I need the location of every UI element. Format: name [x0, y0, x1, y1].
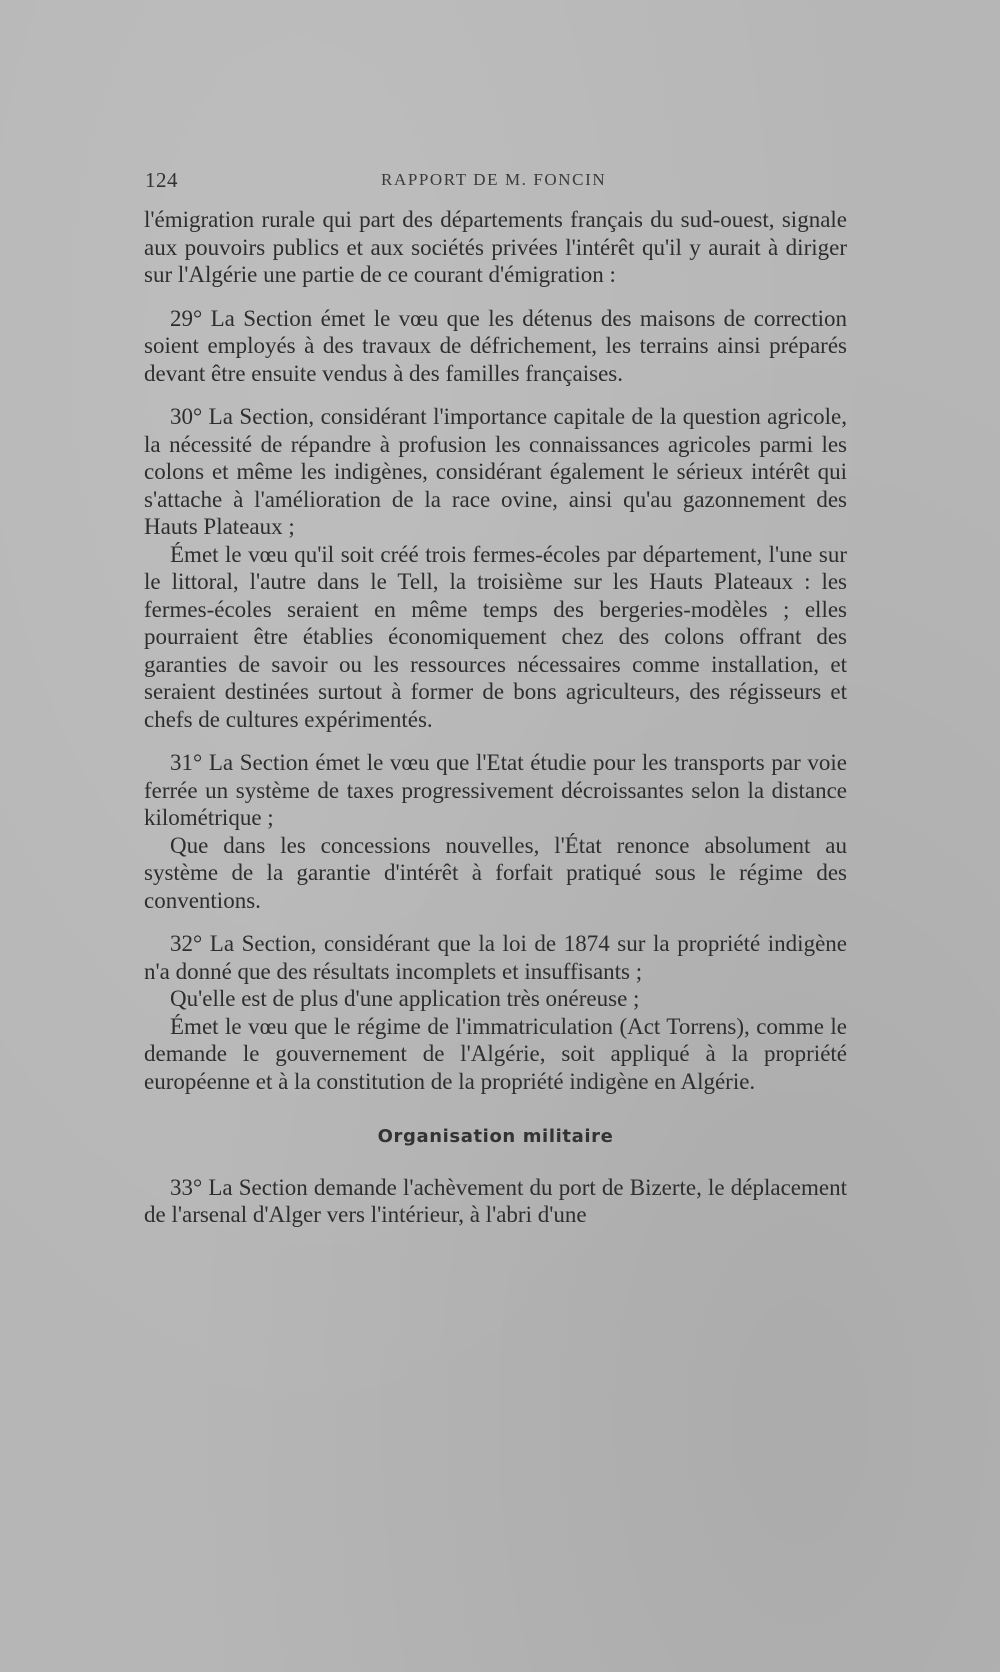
section-heading: Organisation militaire: [377, 1126, 614, 1147]
paragraph-31: 31° La Section émet le vœu que l'Etat étudie pour les transports par voie ferrée un système de taxes progressivement décroissantes selon la distance kilométrique ;: [144, 750, 847, 830]
paragraph-32-voeu: Émet le vœu que le régime de l'immatriculation (Act Torrens), comme le demande le gouvernement de l'Algérie, soit appliqué à la propriété européenne et à la constitution de la propriété indigène en Algérie.: [144, 1013, 847, 1094]
paragraph-emigration: l'émigration rurale qui part des départements français du sud-ouest, signale aux pouvoirs publics et aux sociétés privées l'intérêt qu'il y aurait à diriger sur l'Algérie une partie de ce courant d'émigration :: [144, 207, 847, 287]
page-header: [145, 168, 845, 196]
paragraph-32: 32° La Section, considérant que la loi de 1874 sur la propriété indigène n'a donné que des résultats incomplets et insuffisants ;: [144, 931, 847, 984]
paragraph-30-voeu: Émet le vœu qu'il soit créé trois fermes-écoles par département, l'une sur le littoral, l'autre dans le Tell, la troisième sur les Hauts Plateaux : les fermes-écoles seraient en même temps des bergeries-modèles ; elles pourraient être établies économiquement chez des colons offrant des garanties de savoir ou les ressources nécessaires comme installation, et seraient destinées surtout à former de bons agriculteurs, des régisseurs et chefs de cultures expérimentés.: [144, 541, 847, 732]
paragraph-30: 30° La Section, considérant l'importance capitale de la question agricole, la nécessité de répandre à profusion les connaissances agricoles parmi les colons et même les indigènes, considérant également le sérieux intérêt qui s'attache à l'amélioration de la race ovine, ainsi qu'au gazonnement des Hauts Plateaux ;: [144, 404, 847, 539]
page-number: 124: [145, 168, 178, 192]
body-text: [144, 206, 847, 1229]
paragraph-29: 29° La Section émet le vœu que les détenus des maisons de correction soient employés à des travaux de défrichement, les terrains ainsi préparés devant être ensuite vendus à des familles françaises.: [144, 305, 847, 386]
running-head: RAPPORT DE M. FONCIN: [381, 170, 607, 189]
paragraph-31-concessions: Que dans les concessions nouvelles, l'État renonce absolument au système de la garantie d'intérêt à forfait pratiqué sous le régime des conventions.: [144, 832, 847, 913]
paragraph-33: 33° La Section demande l'achèvement du port de Bizerte, le déplacement de l'arsenal d'Alger vers l'intérieur, à l'abri d'une: [144, 1174, 847, 1227]
paragraph-32-onereuse: Qu'elle est de plus d'une application très onéreuse ;: [170, 986, 640, 1011]
